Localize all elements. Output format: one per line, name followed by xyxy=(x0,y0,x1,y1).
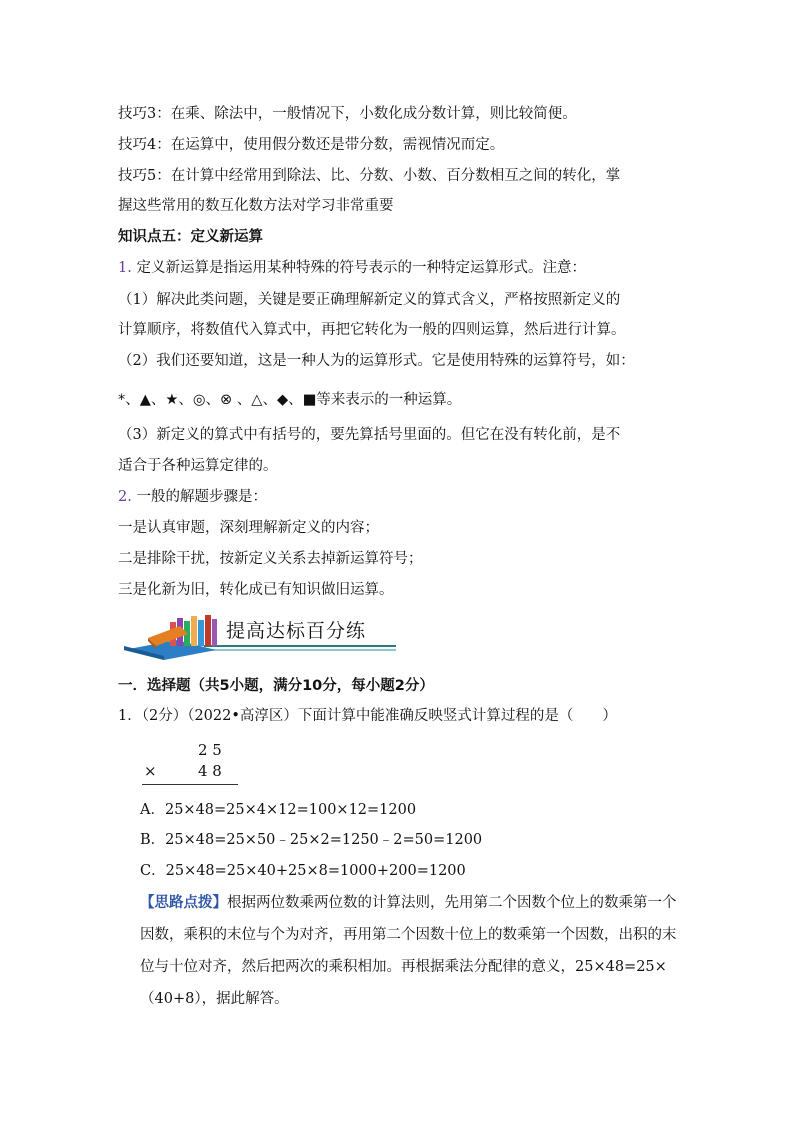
section5-point1 xyxy=(118,258,702,278)
option-a: A．25×48=25×4×12=100×12=1200 xyxy=(140,802,417,818)
point1b-line1: （2）我们还要知道，这是一种人为的运算形式。它是使用特殊的运算符号，如： xyxy=(118,353,635,369)
vertical-operator: × xyxy=(144,762,157,780)
point2-number: 2. xyxy=(118,489,132,505)
tip-3: 技巧3：在乘、除法中，一般情况下，小数化成分数计算，则比较简便。 xyxy=(118,106,577,122)
hint-line-1 xyxy=(140,893,702,913)
step-3: 三是化新为旧，转化成已有知识做旧运算。 xyxy=(118,582,394,598)
point1c-line1: （3）新定义的算式中有括号的，要先算括号里面的。但它在没有转化前，是不 xyxy=(118,427,621,443)
section5-title: 知识点五：定义新运算 xyxy=(118,229,263,245)
vertical-rule xyxy=(142,784,238,785)
point1a-line2: 计算顺序，将数值代入算式中，再把它转化为一般的四则运算，然后进行计算。 xyxy=(118,322,626,338)
point1-number: 1. xyxy=(118,260,132,276)
hint-line-4: （40+8），据此解答。 xyxy=(140,991,289,1007)
tip-4: 技巧4：在运算中，使用假分数还是带分数，需视情况而定。 xyxy=(118,137,505,153)
option-b: B．25×48=25×50﹣25×2=1250﹣2=50=1200 xyxy=(140,832,483,848)
banner-title: 提高达标百分练 xyxy=(226,620,367,642)
tip-5-line1: 技巧5：在计算中经常用到除法、比、分数、小数、百分数相互之间的转化，掌 xyxy=(118,168,621,184)
point1a-line1: （1）解决此类问题，关键是要正确理解新定义的算式含义，严格按照新定义的 xyxy=(118,292,621,308)
point1-text: 定义新运算是指运用某种特殊的符号表示的一种特定运算形式。注意： xyxy=(131,260,586,276)
hint-tag: 【思路点拨】 xyxy=(140,894,227,911)
option-c: C．25×48=25×40+25×8=1000+200=1200 xyxy=(140,863,466,879)
tip-5-line2: 握这些常用的数互化数方法对学习非常重要 xyxy=(118,198,394,214)
vertical-top-number: 2 5 xyxy=(198,741,222,759)
hint-line-3: 位与十位对齐，然后把两次的乘积相加。再根据乘法分配律的意义，25×48=25× xyxy=(140,959,667,975)
point2-text: 一般的解题步骤是： xyxy=(131,489,267,505)
section5-point2 xyxy=(118,487,702,507)
vertical-bottom-number: 4 8 xyxy=(198,762,222,780)
hint-line-2: 因数，乘积的末位与个为对齐，再用第二个因数十位上的数乘第一个因数，出积的末 xyxy=(140,927,677,943)
step-2: 二是排除干扰，按新定义关系去掉新运算符号； xyxy=(118,551,423,567)
point1c-line2: 适合于各种运算定律的。 xyxy=(118,458,278,474)
question-1: 1．（2分）（2022•高淳区）下面计算中能准确反映竖式计算过程的是（ ） xyxy=(118,708,617,724)
exercise-heading: 一．选择题（共5小题，满分10分，每小题2分） xyxy=(118,678,434,694)
step-1: 一是认真审题，深刻理解新定义的内容； xyxy=(118,520,379,536)
hint-text-1: 根据两位数乘两位数的计算法则，先用第二个因数个位上的数乘第一个 xyxy=(227,895,677,911)
point1b-symbols: *、▲、★、◎、⊗ 、△、◆、■等来表示的一种运算。 xyxy=(118,392,462,408)
